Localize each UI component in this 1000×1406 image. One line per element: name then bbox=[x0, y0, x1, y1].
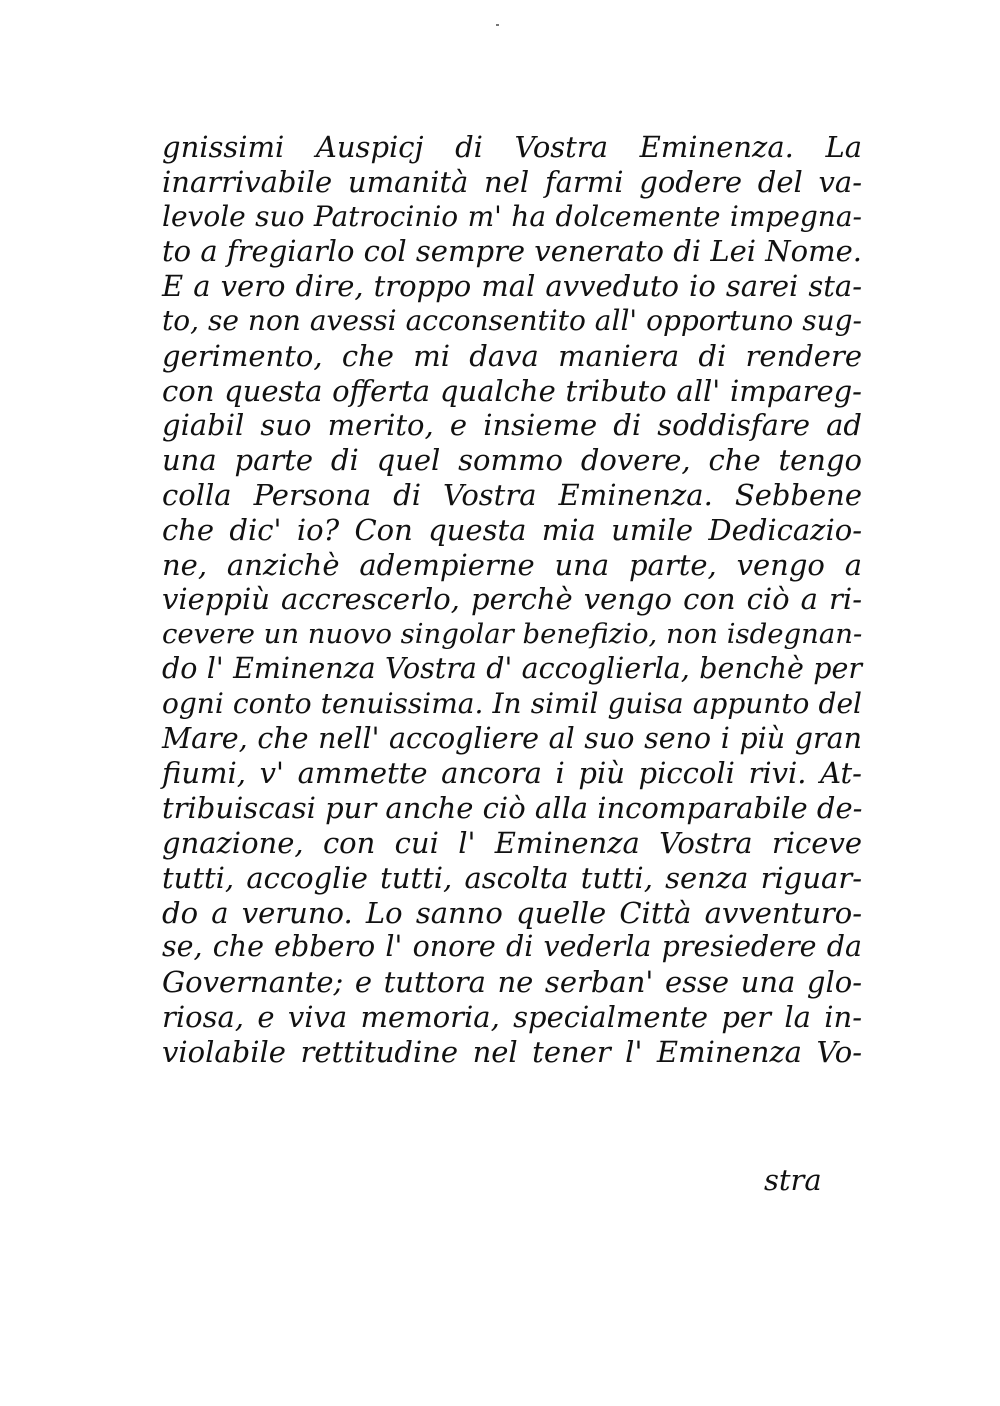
text-line: violabile rettitudine nel tener l' Eminenza Vo- bbox=[162, 1034, 862, 1069]
text-line: to, se non avessi acconsentito all' opportuno sug- bbox=[162, 303, 862, 337]
text-line: cevere un nuovo singolar benefizio, non isdegnan- bbox=[162, 618, 863, 651]
text-line: che dic' io? Con questa mia umile Dedicazio- bbox=[162, 512, 862, 547]
text-line: to a fregiarlo col sempre venerato di Lei Nome. bbox=[162, 234, 862, 269]
text-line: riosa, e viva memoria, specialmente per la in- bbox=[162, 999, 862, 1034]
text-line: do a veruno. Lo sanno quelle Città avventuro- bbox=[162, 895, 862, 930]
text-line: vieppiù accrescerlo, perchè vengo con ciò a ri- bbox=[162, 582, 862, 617]
text-line: una parte di quel sommo dovere, che tengo bbox=[162, 443, 862, 478]
text-line: colla Persona di Vostra Eminenza. Sebbene bbox=[162, 477, 862, 512]
text-line: gnazione, con cui l' Eminenza Vostra riceve bbox=[162, 825, 862, 860]
text-line: Mare, che nell' accogliere al suo seno i più gran bbox=[162, 721, 862, 755]
text-line: gnissimi Auspicj di Vostra Eminenza. La bbox=[162, 130, 862, 164]
text-line: E a vero dire, troppo mal avveduto io sarei sta- bbox=[162, 269, 862, 304]
text-line: inarrivabile umanità nel farmi godere del va- bbox=[162, 164, 862, 199]
text-line: levole suo Patrocinio m' ha dolcemente impegna- bbox=[162, 199, 862, 233]
print-mark bbox=[496, 24, 499, 26]
text-line: con questa offerta qualche tributo all' impareg- bbox=[162, 373, 862, 408]
text-line: ogni conto tenuissima. In simil guisa appunto del bbox=[162, 686, 862, 720]
catchword: stra bbox=[764, 1163, 822, 1197]
text-line: se, che ebbero l' onore di vederla presiedere da bbox=[162, 930, 862, 964]
body-text bbox=[162, 130, 862, 1070]
text-line: giabil suo merito, e insieme di soddisfare ad bbox=[162, 408, 862, 443]
text-line: Governante; e tuttora ne serban' esse una glo- bbox=[162, 965, 862, 1000]
text-line: ne, anzichè adempierne una parte, vengo a bbox=[162, 547, 862, 582]
text-line: fiumi, v' ammette ancora i più piccoli rivi. At- bbox=[162, 756, 862, 791]
text-line: gerimento, che mi dava maniera di rendere bbox=[162, 338, 862, 373]
text-line: tutti, accoglie tutti, ascolta tutti, senza riguar- bbox=[162, 860, 862, 895]
text-line: tribuiscasi pur anche ciò alla incomparabile de- bbox=[162, 791, 863, 826]
text-line: do l' Eminenza Vostra d' accoglierla, benchè per bbox=[162, 651, 862, 685]
